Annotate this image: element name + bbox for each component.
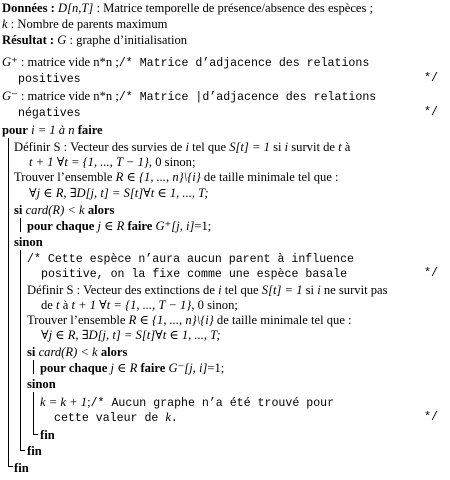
text: : Nombre de parents maximum xyxy=(7,17,168,31)
block-line xyxy=(20,218,21,232)
math: R ∈ {1, ..., n}\{i} xyxy=(115,170,201,184)
keyword: pour chaque xyxy=(27,219,95,233)
basal-comment xyxy=(27,251,354,267)
math: card(R) < k xyxy=(25,203,85,217)
foreach-gplus-line xyxy=(27,219,211,234)
text: tel que xyxy=(221,283,262,297)
find-set-line-2 xyxy=(27,313,352,328)
keyword: sinon xyxy=(14,235,43,249)
math: ∀j ∈ R, ∃D[j, t] = S[t]∀t ∈ 1, ..., T; xyxy=(29,186,209,200)
text: de taille minimale tel que : xyxy=(200,170,339,184)
if-header-2 xyxy=(27,345,127,360)
math: i xyxy=(317,283,321,297)
find-set-condition xyxy=(29,186,209,201)
text: . xyxy=(170,412,178,425)
comment: cette valeur de xyxy=(54,412,166,425)
find-set-line xyxy=(14,170,339,185)
text: : matrice vide n*n ; xyxy=(17,55,119,69)
else-header xyxy=(14,235,43,250)
text: , 0 sinon; xyxy=(148,155,196,169)
keyword: fin xyxy=(27,444,42,458)
block-line-hook xyxy=(20,450,25,451)
math: i = 1 à n xyxy=(31,123,75,137)
math: S[t] = 1 xyxy=(261,283,303,297)
comment-end: */ xyxy=(424,411,438,424)
math: t xyxy=(338,140,342,154)
init-gplus-line xyxy=(2,55,450,71)
math: G⁻[j, i] xyxy=(168,361,208,375)
keyword: faire xyxy=(127,219,153,233)
if-header xyxy=(14,203,114,218)
comment: négatives xyxy=(18,107,81,120)
comment: /* Cette espèce n’aura aucun parent à influence xyxy=(27,253,354,266)
comment-end: */ xyxy=(424,106,438,119)
text: Trouver l’ensemble xyxy=(27,313,129,327)
text: tel que xyxy=(189,140,230,154)
text: ; xyxy=(87,395,91,409)
increment-k-line xyxy=(40,395,334,411)
text: : matrice vide n*n ; xyxy=(17,89,119,103)
math: S[t] = 1 xyxy=(229,140,270,154)
block-line xyxy=(20,250,21,450)
data-line xyxy=(2,1,373,16)
end-for xyxy=(14,461,29,476)
math: i xyxy=(218,283,222,297)
math: card(R) < k xyxy=(38,345,98,359)
math: G xyxy=(57,33,67,47)
result-line xyxy=(2,33,187,48)
text: Trouver l’ensemble xyxy=(14,170,116,184)
text: de xyxy=(41,298,57,312)
block-line xyxy=(8,138,9,466)
block-line xyxy=(33,392,34,434)
comment-continuation xyxy=(18,71,81,87)
comment: /* Matrice |d’adjacence des relations xyxy=(118,91,377,104)
keyword: Résultat : xyxy=(2,33,55,47)
keyword: faire xyxy=(140,361,166,375)
else-header-2 xyxy=(27,377,56,392)
text: ne survit pas xyxy=(320,283,388,297)
init-gminus-line xyxy=(2,89,376,105)
basal-comment-cont xyxy=(41,266,347,282)
param-line xyxy=(2,17,167,32)
math: ∀j ∈ R, ∃D[j, t] = S[t]∀t ∈ 1, ..., T; xyxy=(41,328,221,342)
block-line xyxy=(33,360,34,374)
end-else-2 xyxy=(40,428,55,443)
text: à xyxy=(341,140,351,154)
text: =1; xyxy=(194,219,212,233)
comment-end: */ xyxy=(424,267,438,280)
define-extinction-line xyxy=(27,283,388,298)
keyword: Données : xyxy=(2,1,55,15)
comment: positives xyxy=(18,73,81,86)
math: G⁺ xyxy=(2,55,18,69)
text: si xyxy=(302,283,318,297)
math: j ∈ R xyxy=(97,219,125,233)
math: G⁻ xyxy=(2,89,18,103)
for-loop-header xyxy=(2,123,103,138)
comment: /* Aucun graphe n’a été trouvé pour xyxy=(90,397,335,410)
text: de taille minimale tel que : xyxy=(213,313,352,327)
text: Définir S : Vecteur des survies de xyxy=(14,140,186,154)
block-line-hook xyxy=(8,466,13,467)
keyword: pour xyxy=(2,123,28,137)
text: : Matrice temporelle de présence/absence des espèces ; xyxy=(93,1,374,15)
increment-k-comment-cont xyxy=(54,410,178,426)
keyword: fin xyxy=(14,461,29,475)
math: j ∈ R xyxy=(110,361,138,375)
math: t + 1 ∀t = {1, ..., T − 1} xyxy=(71,298,192,312)
math: k xyxy=(2,17,8,31)
keyword: alors xyxy=(100,345,128,359)
text: Définir S : Vecteur des extinctions de xyxy=(27,283,219,297)
keyword: sinon xyxy=(27,377,56,391)
define-survival-cont xyxy=(29,155,195,170)
text: : graphe d’initialisation xyxy=(66,33,188,47)
text: =1; xyxy=(207,361,225,375)
comment-continuation xyxy=(18,105,81,121)
comment: /* Matrice d’adjacence des relations xyxy=(118,57,370,70)
math: i xyxy=(185,140,189,154)
comment-end: */ xyxy=(424,72,438,85)
text: , 0 sinon; xyxy=(191,298,238,312)
text: survit de xyxy=(288,140,339,154)
math: k = k + 1 xyxy=(40,395,88,409)
keyword: pour chaque xyxy=(40,361,108,375)
keyword: fin xyxy=(40,428,55,442)
keyword: faire xyxy=(77,123,103,137)
math: G⁺[j, i] xyxy=(155,219,195,233)
keyword: si xyxy=(27,345,36,359)
find-set-condition-2 xyxy=(41,328,221,343)
keyword: alors xyxy=(87,203,115,217)
math: t + 1 ∀t = {1, ..., T − 1} xyxy=(29,155,149,169)
keyword: si xyxy=(14,203,23,217)
math: k xyxy=(165,410,171,424)
text: si xyxy=(269,140,285,154)
math: t xyxy=(56,298,60,312)
math: D[n,T] xyxy=(57,1,94,15)
comment: positive, on la fixe comme une espèce basale xyxy=(41,268,348,281)
text: à xyxy=(59,298,72,312)
math: R ∈ {1, ..., n}\{i} xyxy=(128,313,214,327)
end-else-1 xyxy=(27,444,42,459)
foreach-gminus-line xyxy=(40,361,224,376)
math: i xyxy=(284,140,289,154)
block-line-hook xyxy=(33,434,38,435)
define-extinction-cont xyxy=(41,298,238,313)
define-survival-line xyxy=(14,140,350,155)
